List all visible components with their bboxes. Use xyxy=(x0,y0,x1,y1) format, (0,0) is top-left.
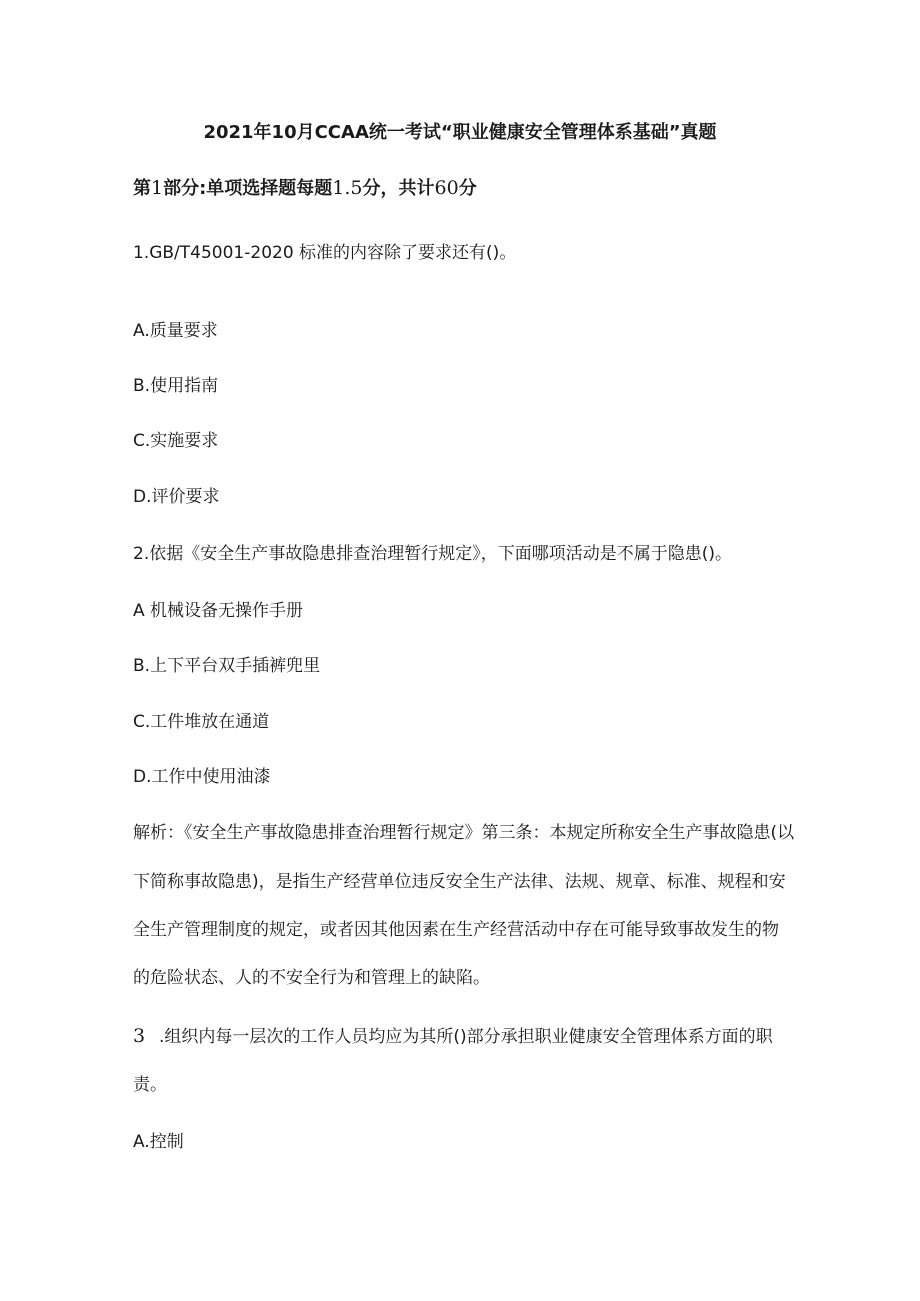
question-2-option-c: C.工件堆放在通道 xyxy=(133,712,270,732)
section-part-mid2: 分，共计 xyxy=(362,178,435,199)
question-3-stem-line-1 xyxy=(133,1025,800,1048)
question-2-option-a: A 机械设备无操作手册 xyxy=(133,601,304,621)
page-title: 2021年10月CCAA统一考试“职业健康安全管理体系基础”真题 xyxy=(203,122,717,143)
question-1-option-c: C.实施要求 xyxy=(133,431,219,451)
section-part-mid: 部分:单项选择题每题 xyxy=(163,178,333,199)
section-points-each: 1.5 xyxy=(332,177,363,199)
question-2-analysis-line-3: 全生产管理制度的规定，或者因其他因素在生产经营活动中存在可能导致事故发生的物 xyxy=(133,920,779,940)
question-3-option-a: A.控制 xyxy=(133,1132,184,1152)
question-2-option-d: D.工作中使用油漆 xyxy=(133,767,271,787)
section-part-number: 1 xyxy=(151,177,164,199)
question-2-analysis-line-1: 解析：《安全生产事故隐患排查治理暂行规定》第三条：本规定所称安全生产事故隐患(以 xyxy=(133,823,795,843)
question-3-stem-line-2: 责。 xyxy=(133,1075,167,1095)
question-1-option-b: B.使用指南 xyxy=(133,376,219,396)
question-1-option-d: D.评价要求 xyxy=(133,487,220,507)
question-1-stem: 1.GB/T45001-2020 标准的内容除了要求还有()。 xyxy=(133,243,517,263)
question-2-analysis-line-4: 的危险状态、人的不安全行为和管理上的缺陷。 xyxy=(133,968,490,988)
question-3-stem-text: .组织内每一层次的工作人员均应为其所()部分承担职业健康安全管理体系方面的职 xyxy=(159,1027,773,1047)
question-2-option-b: B.上下平台双手插裤兜里 xyxy=(133,656,321,676)
section-points-total: 60 xyxy=(434,177,459,199)
question-2-analysis-line-2: 下简称事故隐患)，是指生产经营单位违反安全生产法律、法规、规章、标准、规程和安 xyxy=(133,872,786,892)
question-2-stem: 2.依据《安全生产事故隐患排查治理暂行规定》，下面哪项活动是不属于隐患()。 xyxy=(133,544,732,564)
question-3-number: 3 xyxy=(133,1025,146,1047)
question-1-option-a: A.质量要求 xyxy=(133,321,218,341)
section-part-suffix: 分 xyxy=(458,178,477,199)
section-part-prefix: 第 xyxy=(133,178,151,199)
section-heading xyxy=(133,177,800,200)
